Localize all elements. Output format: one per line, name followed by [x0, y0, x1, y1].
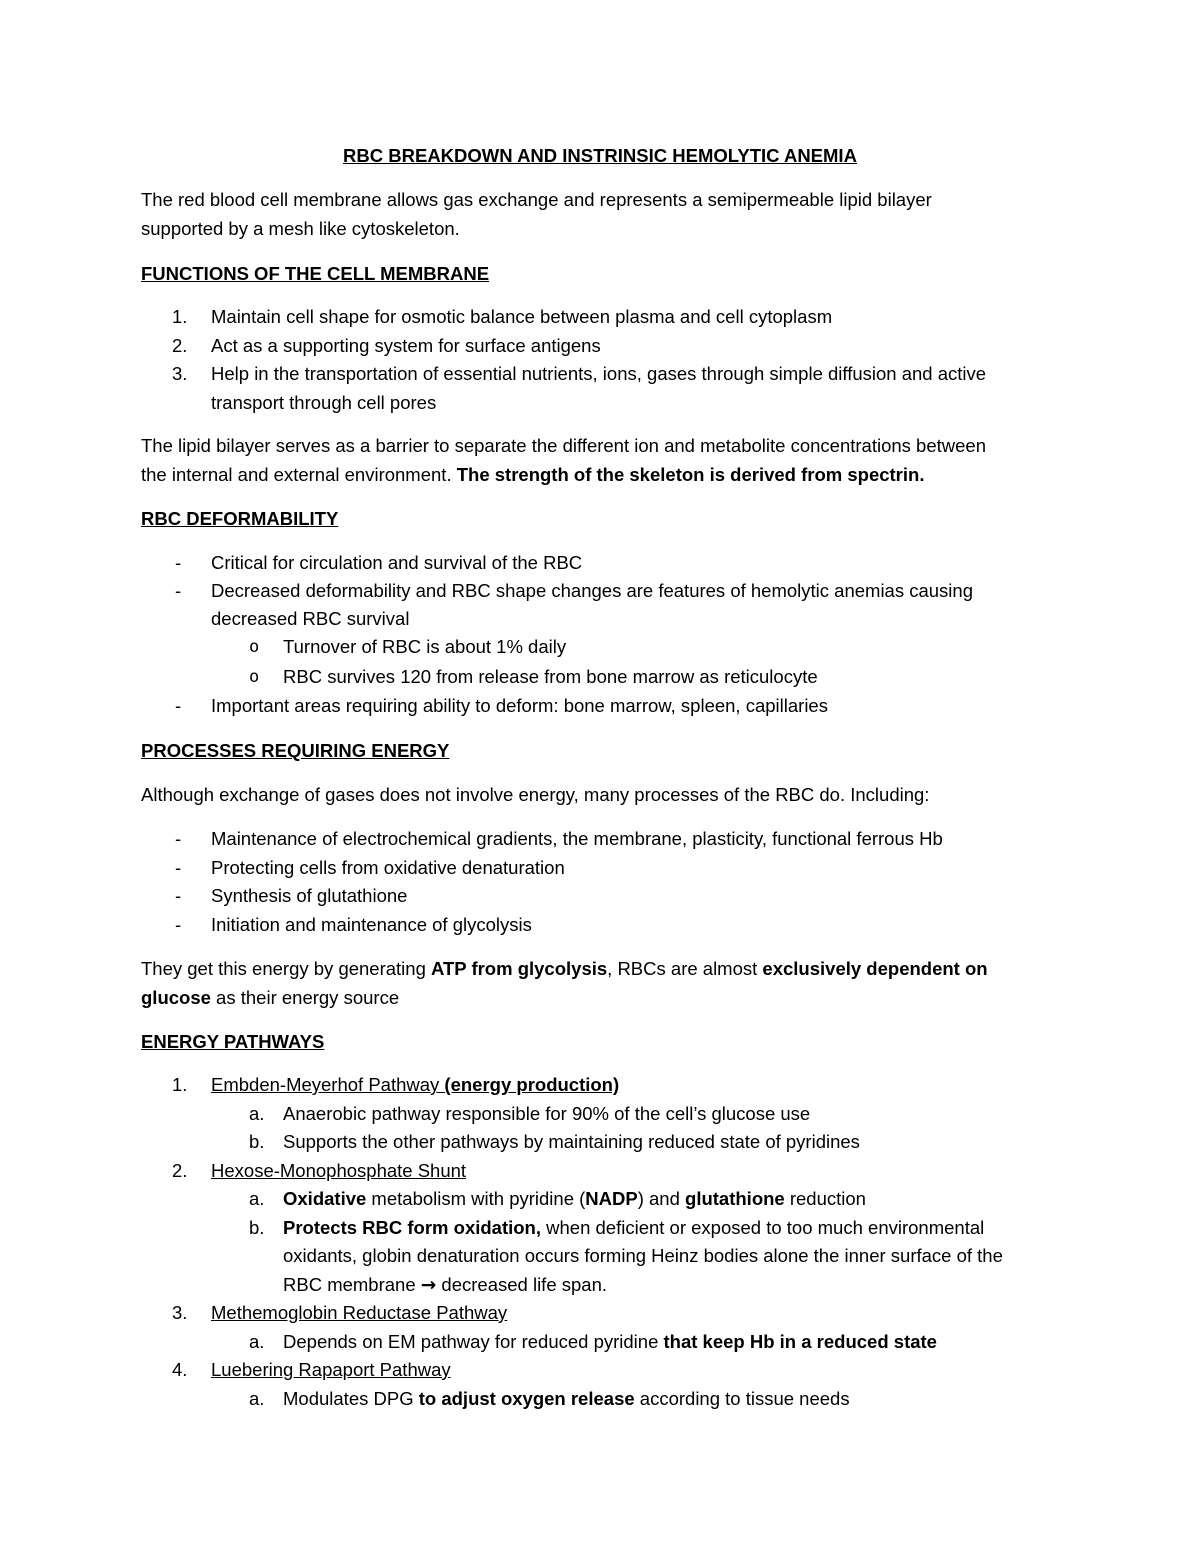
bold-term: glutathione [685, 1188, 785, 1209]
deformability-item: Decreased deformability and RBC shape changes are features of hemolytic anemias causing [211, 580, 973, 601]
list-marker: 3. [172, 1302, 188, 1323]
energy-item: Maintenance of electrochemical gradients, the membrane, plasticity, functional ferrous Hb [211, 828, 943, 849]
deformability-subitem: Turnover of RBC is about 1% daily [283, 636, 567, 657]
lipid-paragraph-bold: The strength of the skeleton is derived from spectrin. [456, 464, 925, 485]
right-arrow-icon: → [420, 1275, 437, 1296]
pathway-name: Embden-Meyerhof Pathway [211, 1074, 445, 1095]
dash-marker: - [175, 885, 182, 906]
circle-bullet: o [249, 637, 260, 657]
deformability-item: Critical for circulation and survival of the RBC [211, 552, 583, 573]
pathways-heading: ENERGY PATHWAYS [141, 1031, 325, 1052]
pathway-1-b: Supports the other pathways by maintaining reduced state of pyridines [283, 1131, 860, 1152]
pathway-1-a: Anaerobic pathway responsible for 90% of the cell’s glucose use [283, 1103, 811, 1124]
list-marker: 2. [172, 1160, 188, 1181]
energy-summary-line-1 [141, 957, 988, 981]
energy-item: Protecting cells from oxidative denaturation [211, 857, 565, 878]
summary-bold: exclusively dependent on [762, 958, 988, 979]
plain-text: metabolism with pyridine ( [366, 1188, 586, 1209]
dash-marker: - [175, 828, 182, 849]
pathway-2-b-line-2: oxidants, globin denaturation occurs forming Heinz bodies alone the inner surface of the [283, 1245, 1003, 1266]
plain-text: RBC membrane [283, 1274, 421, 1295]
pathway-name-bold: (energy production) [444, 1074, 620, 1095]
energy-item: Synthesis of glutathione [211, 885, 408, 906]
functions-heading: FUNCTIONS OF THE CELL MEMBRANE [141, 263, 490, 284]
pathway-3-name [211, 1301, 507, 1325]
deformability-item-continued: decreased RBC survival [211, 608, 410, 629]
pathway-3-a [283, 1330, 937, 1354]
intro-line-2: supported by a mesh like cytoskeleton. [141, 218, 460, 239]
plain-text: Depends on EM pathway for reduced pyridine [283, 1331, 664, 1352]
plain-text: decreased life span. [436, 1274, 607, 1295]
bold-term: that keep Hb in a reduced state [663, 1331, 937, 1352]
pathway-4-name [211, 1358, 451, 1382]
summary-text: as their energy source [210, 987, 400, 1008]
pathway-name: Hexose-Monophosphate Shunt [211, 1160, 467, 1181]
function-item-continued: transport through cell pores [211, 392, 437, 413]
lipid-paragraph-line-2 [141, 463, 924, 487]
energy-item: Initiation and maintenance of glycolysis [211, 914, 532, 935]
energy-heading: PROCESSES REQUIRING ENERGY [141, 740, 450, 761]
sub-marker: a. [249, 1188, 265, 1209]
dash-marker: - [175, 857, 182, 878]
summary-bold: ATP from glycolysis [431, 958, 608, 979]
plain-text: Modulates DPG [283, 1388, 419, 1409]
plain-text: when deficient or exposed to too much environmental [541, 1217, 985, 1238]
summary-bold: glucose [141, 987, 211, 1008]
lipid-paragraph-plain: the internal and external environment. [141, 464, 457, 485]
pathway-2-a [283, 1187, 866, 1211]
bold-term: Protects RBC form oxidation, [283, 1217, 541, 1238]
pathway-name: Methemoglobin Reductase Pathway [211, 1302, 508, 1323]
sub-marker: a. [249, 1331, 265, 1352]
plain-text: ) and [637, 1188, 686, 1209]
dash-marker: - [175, 695, 182, 716]
plain-text: reduction [784, 1188, 866, 1209]
circle-bullet: o [249, 667, 260, 687]
lipid-paragraph-line-1: The lipid bilayer serves as a barrier to separate the different ion and metabolite concentrations between [141, 435, 986, 456]
plain-text: according to tissue needs [634, 1388, 850, 1409]
function-item: Act as a supporting system for surface antigens [211, 335, 601, 356]
function-item: Help in the transportation of essential nutrients, ions, gases through simple diffusion and active [211, 363, 987, 384]
energy-intro: Although exchange of gases does not involve energy, many processes of the RBC do. Including: [141, 784, 930, 805]
document-title: RBC BREAKDOWN AND INSTRINSIC HEMOLYTIC ANEMIA [343, 145, 857, 166]
list-marker: 2. [172, 335, 188, 356]
bold-term: to adjust oxygen release [418, 1388, 635, 1409]
summary-text: , RBCs are almost [607, 958, 763, 979]
bold-term: Oxidative [283, 1188, 367, 1209]
pathway-2-b [283, 1216, 984, 1240]
dash-marker: - [175, 914, 182, 935]
list-marker: 1. [172, 306, 188, 327]
bold-term: NADP [585, 1188, 638, 1209]
energy-summary-line-2 [141, 986, 399, 1010]
sub-marker: b. [249, 1131, 265, 1152]
list-marker: 3. [172, 363, 188, 384]
deformability-heading: RBC DEFORMABILITY [141, 508, 339, 529]
dash-marker: - [175, 552, 182, 573]
list-marker: 1. [172, 1074, 188, 1095]
deformability-subitem: RBC survives 120 from release from bone marrow as reticulocyte [283, 666, 818, 687]
dash-marker: - [175, 580, 182, 601]
sub-marker: b. [249, 1217, 265, 1238]
summary-text: They get this energy by generating [141, 958, 432, 979]
function-item: Maintain cell shape for osmotic balance between plasma and cell cytoplasm [211, 306, 833, 327]
sub-marker: a. [249, 1388, 265, 1409]
pathway-name: Luebering Rapaport Pathway [211, 1359, 451, 1380]
pathway-2-b-line-3 [283, 1273, 607, 1297]
pathway-1-name [211, 1073, 619, 1097]
list-marker: 4. [172, 1359, 188, 1380]
intro-line-1: The red blood cell membrane allows gas exchange and represents a semipermeable lipid bilayer [141, 189, 932, 210]
pathway-2-name [211, 1159, 466, 1183]
sub-marker: a. [249, 1103, 265, 1124]
pathway-4-a [283, 1387, 850, 1411]
deformability-item: Important areas requiring ability to deform: bone marrow, spleen, capillaries [211, 695, 828, 716]
